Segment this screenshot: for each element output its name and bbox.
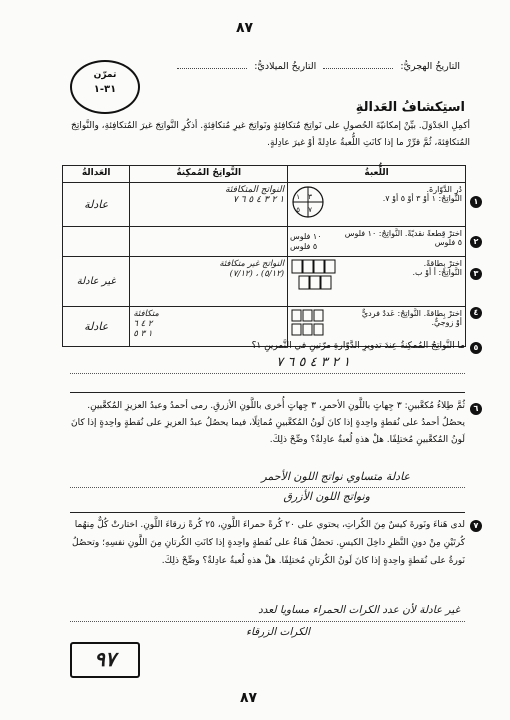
instructions-text: أكمِلِ الجَدْوَلَ. بيِّنْ إمكانيّةَ الحُصولِ على نَواتِجَ مُتكافِئةٍ ونَواتِجَ غيرِ مُتكافِئةٍ. أذكُرِ النَّواتِجَ غيرَ المُتكافِئةِ، والنَّواتِجَ المُتكافِئةَ، ثُمَّ قرِّرْ ما إذا كانَتِ اللُّعبةُ عادِلةً أوْ غيرَ عادِلةٍ. [71,121,470,148]
table-row [63,257,466,307]
row1-fairness[interactable]: عادلة [63,183,130,227]
row3-game [288,257,466,307]
exercise-label: تمرّن [93,70,117,80]
fairness-table [62,165,466,347]
exercise-range: ٣١-١ [93,84,117,95]
date-line [140,60,460,72]
row2-game-text: اخترْ قِطعةً نقديّةً. النَّواتِجُ: ١٠ فلوس ٥ فلوس [344,229,462,247]
spinner-icon [291,185,325,219]
table-row [63,183,466,227]
answer-line [70,373,465,374]
row2-outcomes[interactable] [130,227,288,257]
q6-answer-line1[interactable]: عادلة متساوي نواتج اللون الأحمر [261,470,410,483]
q5-answer[interactable]: ١ ٢ ٣ ٤ ٥ ٦ ٧ [276,355,350,370]
header-game: اللُّعبةُ [288,166,466,183]
question-number-badge: ٦ [470,403,482,415]
table-row [63,227,466,257]
q7-answer-line1[interactable]: غير عادلة لأن عدد الكرات الحمراء مساويا لعدد [258,604,460,616]
row1-game [288,183,466,227]
date-hijri-field[interactable] [323,60,393,69]
page-title: استِكشافُ العَدالةِ [355,100,465,115]
number-cards-icon [291,309,325,339]
exercise-badge [70,60,140,114]
date-gregorian-field[interactable] [177,60,247,69]
row-number-badge: ٢ [470,236,482,248]
row1-outcomes[interactable]: النواتج المتكافئة ١ ٢ ٣ ٤ ٥ ٦ ٧ [130,183,288,227]
q5-question: ما النَّواتِجُ المُمكِنةُ عِندَ تدويرِ الدَّوّارةِ مرّتينِ في التَّمرينِ ١؟ [251,341,465,351]
row1-game-text: دُرِ الدَّوّارةَ. النَّواتِجُ: ١ أوْ ٣ أوْ ٥ أوْ ٧. [382,185,462,203]
question-number-badge: ٧ [470,520,482,532]
row4-outcomes[interactable]: متكافئة ٢ ٤ ٦ ١ ٣ ٥ [130,307,288,347]
row-number-badge: ٤ [470,307,482,319]
row2-fairness[interactable] [63,227,130,257]
row-number-badge: ٣ [470,268,482,280]
header-fairness: العَدالةُ [63,166,130,183]
cards-icon [291,259,337,293]
spinner-number: ٧ [308,206,313,214]
row4-fairness[interactable]: عادلة [63,307,130,347]
q6-answer-line2[interactable]: ونواتج اللون الأزرق [283,490,370,503]
q7-answer-line2[interactable]: الكرات الزرقاء [246,626,310,638]
coin-10-label: ١٠ فلوس [290,232,322,241]
spinner-number: ١ [296,193,301,201]
question-number-badge: ٥ [470,342,482,354]
row4-game-text: اخترْ بِطاقةً. النَّواتِجُ: عَددٌ فرديٌّ أوْ زوجيٌّ. [361,309,462,327]
score-box: ٩٧ [70,642,140,678]
spinner-number: ٥ [296,206,301,214]
section-divider [70,512,465,513]
q6-question: ثُمَّ طِلاءُ مُكعَّبينِ: ٣ جِهاتٍ باللَّونِ الأحمرِ، ٣ جِهاتٍ أُخرى باللَّونِ الأزرقِ. رمى أحمدُ وعبدُ العزيزِ المُكعَّبينِ. يحصُلُ أحمدُ على نُقطةٍ واحِدةٍ إذا كانَ لَونُ المُكعَّبينِ مُماثِلًا، فيما يحصُلُ عبدُ العزيزِ على نُقطةٍ واحِدةٍ إذا كانَ لَونُ المُكعَّبينِ مُختلِفًا. هلْ هذهِ لُعبةٌ عادِلةٌ؟ وضِّحْ ذلِكَ. [71,401,465,445]
page-number-top: ٨٧ [236,20,254,36]
answer-line [70,487,465,488]
page-number-bottom: ٨٧ [240,690,258,706]
row3-game-text: اخترْ بِطاقةً. النَّواتِجُ: أ أوْ ب. [412,259,462,277]
answer-line [70,621,465,622]
section-divider [70,392,465,393]
coin-5-label: ٥ فلوس [290,242,318,251]
date-gregorian-label: التاريخُ الميلاديُّ: [254,61,317,72]
q7-question: لدى هَناءَ ونَورةَ كيسٌ مِنَ الكُراتِ، يحتوي على ٢٠ كُرةً حمراءَ اللَّونِ، ٢٥ كُرةً زرقاءَ اللَّونِ. اختارتْ كُلٌّ مِنهُما كُرتَيْنِ مِنْ دونِ النَّظرِ داخِلَ الكيسِ. تحصُلُ هَناءُ على نُقطةٍ واحِدةٍ إذا كانَتِ الكُرتانِ مِنَ اللَّونِ نفسِهِ؛ وتحصُلُ نَورةُ على نُقطةٍ واحِدةٍ إذا كانَ لَونُ الكُرتانِ مُختلِفًا. هلْ هذهِ لُعبةٌ عادِلةٌ؟ وضِّحْ ذلِكَ. [71,520,465,566]
row3-outcomes[interactable]: النواتج غير متكافئة (٥/١٢) ، (٧/١٢) [130,257,288,307]
header-outcomes: النَّواتِجُ المُمكِنةُ [130,166,288,183]
date-hijri-label: التاريخُ الهجريُّ: [400,61,460,72]
row3-fairness[interactable]: غير عادلة [63,257,130,307]
row-number-badge: ١ [470,196,482,208]
spinner-number: ٣ [308,193,313,201]
table-header-row [63,166,466,183]
